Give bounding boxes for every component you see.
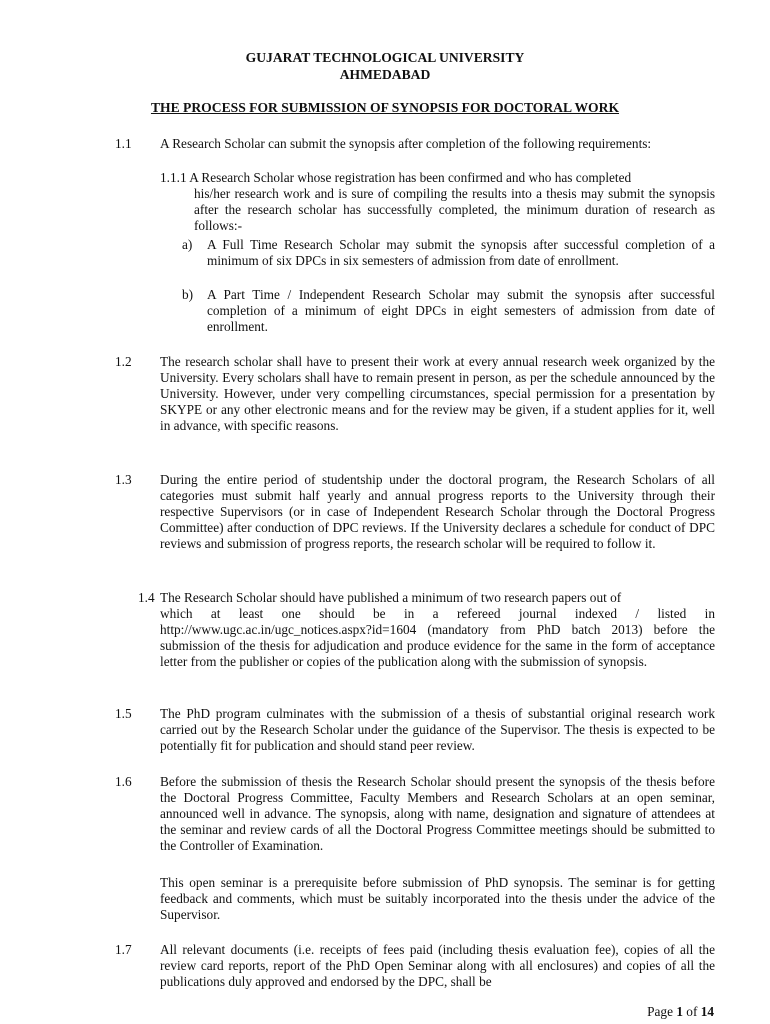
university-city: AHMEDABAD bbox=[339, 67, 431, 82]
section-number: 1.2 bbox=[115, 354, 132, 369]
section-text-2: This open seminar is a prerequisite before submission of PhD synopsis. The seminar is for getting feedback and comments, which must be suitably incorporated into the thesis under the advice of the Supervisor. bbox=[160, 875, 715, 922]
page-total: 14 bbox=[700, 1004, 714, 1019]
item-a-label: a) bbox=[182, 237, 193, 252]
subsection-1-1-1 bbox=[160, 170, 715, 186]
section-text: During the entire period of studentship under the doctoral program, the Research Scholars of all categories must submit half yearly and annual progress reports to the University through their respective Supervisors (or in case of Independent Research Scholar through the Doctoral Progress Committee) after conduction of DPC reviews. If the University declares a schedule for conduct of DPC reviews and submission of progress reports, the research scholar will be required to follow it. bbox=[160, 472, 715, 551]
section-text: A Research Scholar can submit the synopsis after completion of the following requirements: bbox=[160, 136, 652, 151]
university-name: GUJARAT TECHNOLOGICAL UNIVERSITY bbox=[245, 50, 525, 65]
subsection-text-rest: his/her research work and is sure of compiling the results into a thesis may submit the synopsis after the research scholar has successfully completed, the minimum duration of research as follows:- bbox=[194, 186, 715, 233]
item-b-label: b) bbox=[182, 287, 194, 302]
section-text: All relevant documents (i.e. receipts of fees paid (including thesis evaluation fee), copies of all the review card reports, report of the PhD Open Seminar along with all enclosures) and copies of all the publications duly approved and endorsed by the DPC, shall be bbox=[160, 942, 715, 989]
section-number: 1.1 bbox=[115, 136, 132, 151]
item-b-text: A Part Time / Independent Research Scholar may submit the synopsis after successful completion of a minimum of eight DPCs in eight semesters of admission from date of enrollment. bbox=[207, 287, 715, 334]
page-word: Page bbox=[647, 1004, 673, 1019]
section-text: Before the submission of thesis the Research Scholar should present the synopsis of the thesis before the Doctoral Progress Committee, Faculty Members and Research Scholars at an open seminar, announced well in advance. The synopsis, along with name, designation and signature of attendees at the seminar and review cards of all the Doctoral Progress Committee meetings should be submitted to the Controller of Examination. bbox=[160, 774, 715, 853]
section-number: 1.7 bbox=[115, 942, 132, 957]
section-text-rest: which at least one should be in a refereed journal indexed / listed in http://www.ugc.ac.in/ugc_notices.aspx?id=1604 (mandatory from PhD batch 2013) before the submission of the thesis for adjudication and produce evidence for the same in the form of acceptance letter from the publisher or copies of the publication along with the submission of synopsis. bbox=[160, 606, 715, 669]
section-number: 1.3 bbox=[115, 472, 132, 487]
subsection-text-first: A Research Scholar whose registration has been confirmed and who has completed bbox=[189, 170, 632, 185]
section-number: 1.6 bbox=[115, 774, 132, 789]
section-text: The PhD program culminates with the submission of a thesis of substantial original research work carried out by the Research Scholar under the guidance of the Supervisor. The thesis is expected to be potentially fit for publication and should stand peer review. bbox=[160, 706, 715, 753]
page-number bbox=[647, 1004, 714, 1020]
section-number: 1.5 bbox=[115, 706, 132, 721]
item-a-text: A Full Time Research Scholar may submit the synopsis after successful completion of a minimum of six DPCs in six semesters of admission from date of enrollment. bbox=[207, 237, 715, 268]
subsection-number: 1.1.1 bbox=[160, 170, 187, 185]
section-text: The research scholar shall have to present their work at every annual research week organized by the University. Every scholars shall have to remain present in person, as per the schedule announced by the University. However, under very compelling circumstances, special permission for a presentation by SKYPE or any other electronic means and for the review may be given, if a student applies for it, well in advance, with specific reasons. bbox=[160, 354, 715, 433]
section-number: 1.4 bbox=[138, 590, 155, 605]
of-word: of bbox=[686, 1004, 698, 1019]
document-title: THE PROCESS FOR SUBMISSION OF SYNOPSIS FOR DOCTORAL WORK bbox=[150, 100, 620, 115]
section-text-first: The Research Scholar should have published a minimum of two research papers out of bbox=[160, 590, 622, 605]
page-current: 1 bbox=[676, 1004, 683, 1019]
